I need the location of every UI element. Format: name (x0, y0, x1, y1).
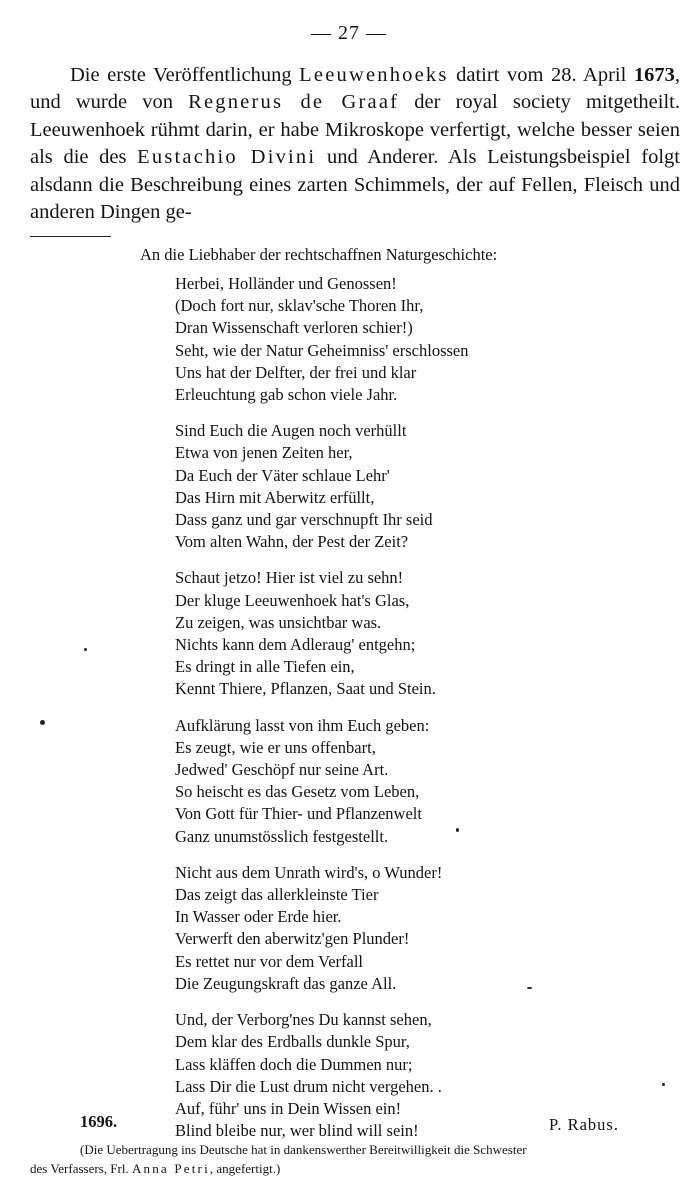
body-paragraph (30, 62, 680, 226)
translator-note-text: des Verfassers, Frl. (30, 1161, 132, 1176)
poem-line: Ganz unumstösslich festgestellt. (175, 826, 389, 846)
poem (175, 273, 469, 1156)
poem-line: Schaut jetzo! Hier ist viel zu sehn! (175, 568, 404, 588)
poem-stanza (175, 1009, 469, 1142)
poem-line: Uns hat der Delfter, der frei und klar (175, 362, 417, 382)
poem-author: P. Rabus. (549, 1115, 619, 1134)
print-speck (662, 1083, 665, 1086)
poem-line: Etwa von jenen Zeiten her, (175, 443, 353, 463)
footnote-separator (30, 236, 111, 237)
poem-line: (Doch fort nur, sklav'sche Thoren Ihr, (175, 296, 424, 316)
translator-note-text: (Die Uebertragung ins Deutsche hat in dankenswerther Bereitwilligkeit die Schwester (80, 1142, 527, 1157)
poem-line: Vom alten Wahn, der Pest der Zeit? (175, 532, 409, 552)
poem-year: 1696. (80, 1112, 118, 1131)
poem-line: Und, der Verborg'nes Du kannst sehen, (175, 1010, 432, 1030)
poem-line: Kennt Thiere, Pflanzen, Saat und Stein. (175, 679, 436, 699)
poem-line: Nichts kann dem Adleraug' entgehn; (175, 635, 416, 655)
poem-line: Aufklärung lasst von ihm Euch geben: (175, 715, 430, 735)
poem-line: In Wasser oder Erde hier. (175, 907, 342, 927)
print-speck (84, 648, 87, 651)
body-text-segment: , und wurde von (30, 64, 680, 114)
poem-line: Jedwed' Geschöpf nur seine Art. (175, 760, 389, 780)
poem-line: Der kluge Leeuwenhoek hat's Glas, (175, 590, 410, 610)
translator-note-text: , angefertigt.) (209, 1161, 281, 1176)
poem-line: Von Gott für Thier- und Pflanzenwelt (175, 804, 422, 824)
poem-line: Seht, wie der Natur Geheimniss' erschlossen (175, 340, 469, 360)
poem-line: Dem klar des Erdballs dunkle Spur, (175, 1032, 410, 1052)
poem-line: Es dringt in alle Tiefen ein, (175, 657, 355, 677)
body-text-segment: Die erste Veröffentlichung (70, 64, 300, 86)
poem-line: Lass kläffen doch die Dummen nur; (175, 1054, 413, 1074)
poem-line: Verwerft den aberwitz'gen Plunder! (175, 929, 410, 949)
poem-line: Nicht aus dem Unrath wird's, o Wunder! (175, 862, 443, 882)
poem-heading: An die Liebhaber der rechtschaffnen Naturgeschichte: (140, 245, 498, 264)
poem-line: Blind bleibe nur, wer blind will sein! (175, 1121, 419, 1141)
print-speck (456, 828, 459, 832)
poem-stanza (175, 715, 469, 848)
poem-line: Sind Euch die Augen noch verhüllt (175, 421, 407, 441)
poem-line: Herbei, Holländer und Genossen! (175, 274, 397, 293)
poem-line: Die Zeugungskraft das ganze All. (175, 973, 397, 993)
poem-line: Erleuchtung gab schon viele Jahr. (175, 385, 398, 405)
person-name-leeuwenhoek: Leeuwenhoeks (299, 64, 449, 86)
poem-line: Es zeugt, wie er uns offenbart, (175, 737, 376, 757)
poem-stanza (175, 567, 469, 700)
print-speck (527, 987, 532, 989)
body-text-segment: datirt vom 28. April (448, 64, 634, 86)
translator-name: Anna Petri (131, 1161, 210, 1176)
poem-line: Es rettet nur vor dem Verfall (175, 951, 364, 971)
poem-line: Dass ganz und gar verschnupft Ihr seid (175, 510, 433, 530)
poem-line: So heischt es das Gesetz vom Leben, (175, 782, 420, 802)
poem-stanza (175, 273, 469, 406)
poem-line: Das Hirn mit Aberwitz erfüllt, (175, 487, 375, 507)
person-name-divini: Eustachio Divini (137, 146, 317, 169)
poem-stanza (175, 862, 469, 995)
translator-note (30, 1140, 682, 1178)
poem-line: Auf, führ' uns in Dein Wissen ein! (175, 1098, 402, 1118)
poem-line: Lass Dir die Lust drum nicht vergehen. . (175, 1076, 442, 1096)
poem-line: Da Euch der Väter schlaue Lehr' (175, 465, 390, 485)
poem-line: Das zeigt das allerkleinste Tier (175, 885, 379, 905)
person-name-de-graaf: Regnerus de Graaf (188, 91, 400, 114)
poem-stanza (175, 420, 469, 553)
poem-line: Zu zeigen, was unsichtbar was. (175, 612, 382, 632)
body-text-segment: und Anderer. Als Leistungsbeispiel folgt alsdann die Beschreibung eines zarten Schimmels, der auf Fellen, Fleisch und anderen Dingen ge- (30, 146, 680, 224)
year-1673: 1673 (633, 64, 675, 86)
page-number: — 27 — (311, 22, 387, 44)
body-text-segment: der royal society mitgetheilt. Leeuwenhoek rühmt darin, er habe Mikroskope verfertigt, welche besser seien als die des (30, 91, 680, 169)
print-speck (40, 720, 45, 725)
poem-line: Dran Wissenschaft verloren schier!) (175, 318, 413, 338)
